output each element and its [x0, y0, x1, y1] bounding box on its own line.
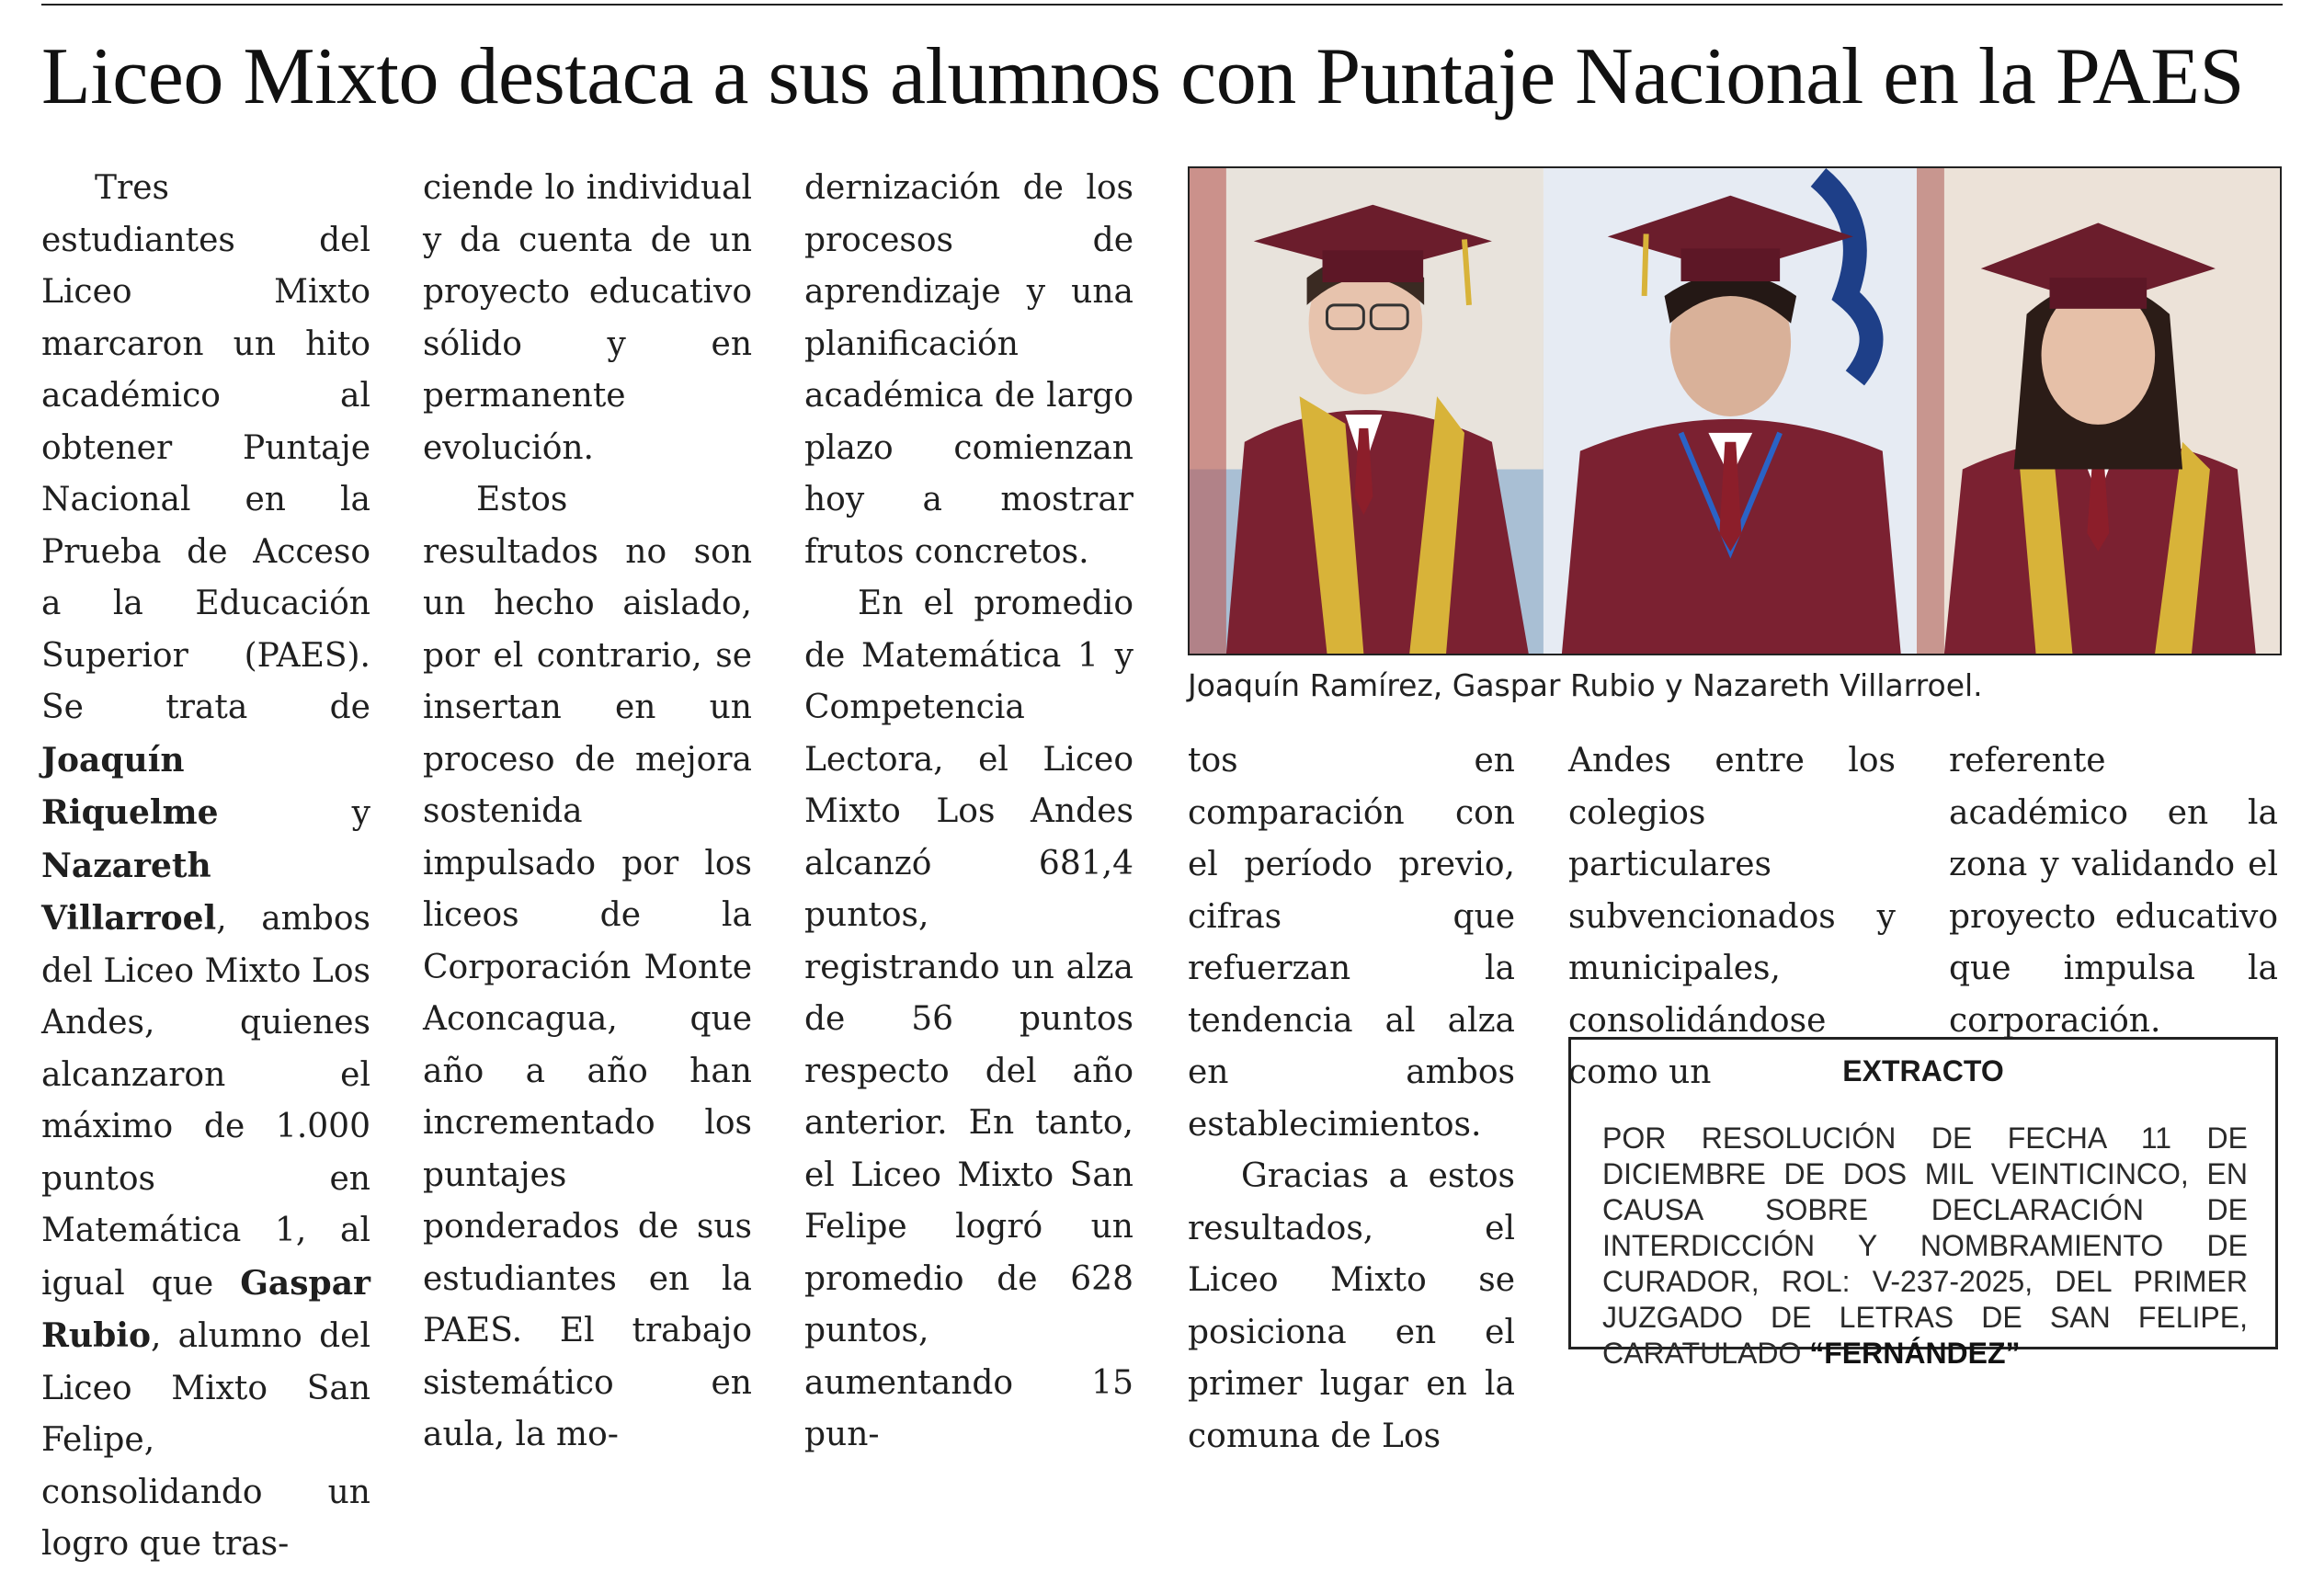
graduates-photo — [1188, 166, 2282, 655]
paragraph: Andes entre los colegios particulares subvencionados y municipales, consolidándose como un — [1568, 742, 1896, 1091]
text-run: , alumno del Liceo Mixto San Felipe, consolidando un logro que tras- — [41, 1317, 370, 1563]
paragraph: Gracias a estos resultados, el Liceo Mixto se posiciona en el primer lugar en la comuna de Los — [1188, 1157, 1515, 1455]
paragraph: Estos resultados no son un hecho aislado, por el contrario, se insertan en un proceso de mejora sostenida impulsado por los liceos de la Corporación Monte Aconcagua, que año a año han incrementado los puntajes ponderados de sus estudiantes en la PAES. El trabajo sistemático en aula, la mo- — [423, 481, 752, 1453]
graduate-photo-3 — [1917, 168, 2280, 654]
graduate-photo-2 — [1544, 168, 1918, 654]
text-run: POR RESOLUCIÓN DE FECHA 11 DE DICIEMBRE DE DOS MIL VEINTICINCO, EN CAUSA SOBRE DECLARACIÓN DE INTERDICCIÓN Y NOMBRAMIENTO DE CURADOR, ROL: V-237-2025, DEL PRIMER JUZGADO DE LETRAS DE SAN FELIPE, CARATULADO — [1602, 1121, 2248, 1370]
article-column-4 — [1188, 735, 1515, 1463]
top-rule — [41, 4, 2283, 6]
student-name: Nazareth Villarroel — [41, 846, 217, 938]
student-name: Gaspar Rubio — [41, 1263, 370, 1355]
article-column-2 — [423, 163, 752, 1462]
paragraph: En el promedio de Matemática 1 y Competencia Lectora, el Liceo Mixto Los Andes alcanzó 681,4 puntos, registrando un alza de 56 puntos respecto del año anterior. En tanto, el Liceo Mixto San Felipe logró un promedio de 628 puntos, aumentando 15 pun- — [804, 585, 1134, 1453]
student-name: Joaquín Riquelme — [41, 740, 219, 832]
paragraph — [41, 163, 370, 1571]
article-column-6 — [1949, 735, 2278, 1047]
photo-caption: Joaquín Ramírez, Gaspar Rubio y Nazareth Villarroel. — [1188, 667, 1983, 703]
article-column-3 — [804, 163, 1134, 1462]
text-run: , ambos del Liceo Mixto Los Andes, quienes alcanzaron el máximo de 1.000 puntos en Matemática 1, al igual que — [41, 900, 370, 1303]
graduate-photo-1 — [1190, 168, 1544, 654]
text-run: “FERNÁNDEZ” — [1809, 1337, 2021, 1370]
extracto-title: EXTRACTO — [1842, 1054, 2004, 1087]
headline: Liceo Mixto destaca a sus alumnos con Puntaje Nacional en la PAES — [41, 32, 2244, 121]
paragraph: referente académico en la zona y validando el proyecto educativo que impulsa la corporación. — [1949, 742, 2278, 1040]
text-run: Tres estudiantes del Liceo Mixto marcaron un hito académico al obtener Puntaje Nacional en la Prueba de Acceso a la Educación Superior (PAES). Se trata de — [41, 169, 370, 726]
paragraph: dernización de los procesos de aprendizaje y una planificación académica de largo plazo comienzan hoy a mostrar frutos concretos. — [804, 169, 1134, 571]
extracto-notice-box — [1568, 1037, 2278, 1370]
text-run: y — [218, 794, 370, 832]
paragraph: tos en comparación con el período previo, cifras que refuerzan la tendencia al alza en ambos establecimientos. — [1188, 742, 1515, 1144]
paragraph: ciende lo individual y da cuenta de un proyecto educativo sólido y en permanente evolución. — [423, 169, 752, 467]
article-column-1 — [41, 163, 370, 1571]
extracto-body — [1602, 1121, 2248, 1372]
